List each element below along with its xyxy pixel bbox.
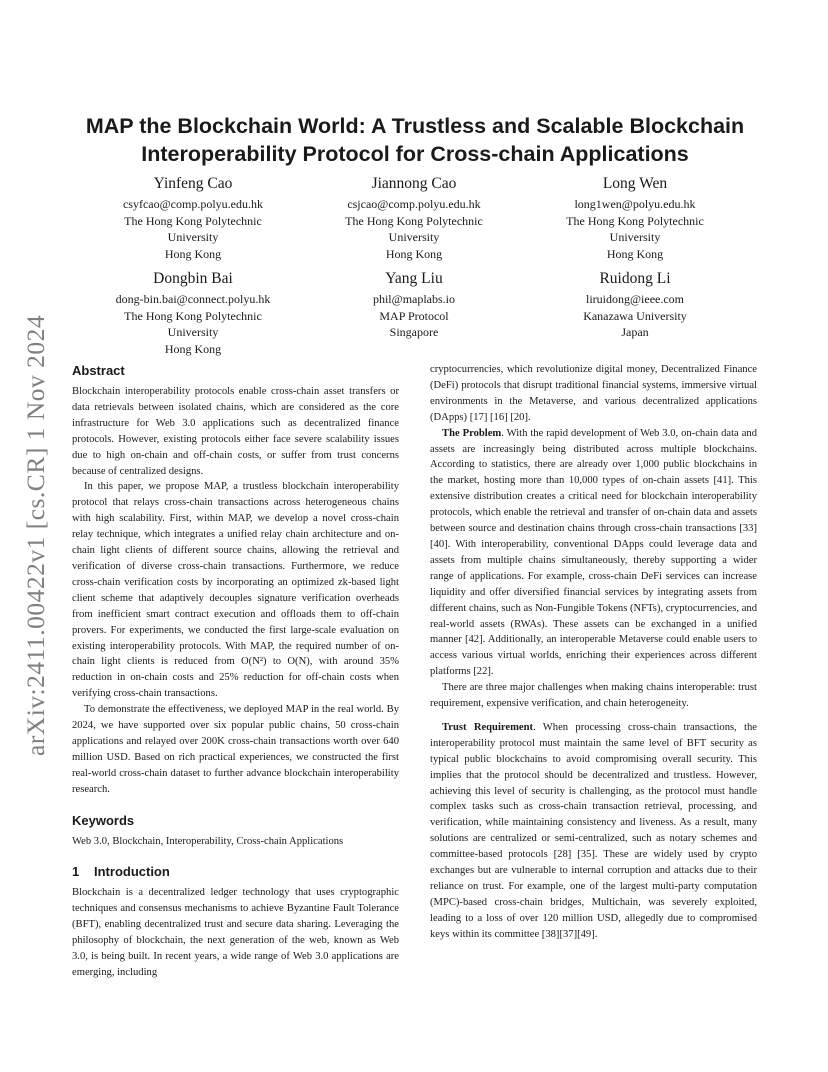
- author-email: csyfcao@comp.polyu.edu.hk: [122, 197, 263, 211]
- author-name: Dongbin Bai: [153, 270, 233, 287]
- keywords-text: Web 3.0, Blockchain, Interoperability, Cross-chain Applications: [72, 835, 344, 847]
- author-affiliation: The Hong Kong Polytechnic: [566, 213, 704, 228]
- paragraph-text: . With the rapid development of Web 3.0, on-chain data and assets are increasingly being distributed across multiple blockchains. According to statistics, there are already over 1,000 public blockchains in the market, hosting more than 10,000 types of on-chain assets [41]. This extensive distribution creates a critical need for blockchain interoperability protocols, which enable the retrieval and transfer of on-chain data and assets between source and destination chains through cross-chain transactions [33] [40]. With interoperability, conventional DApps could leverage data and assets from multiple chains simultaneously, thereby supporting a wider range of applications. For example, cross-chain DeFi services can increase liquidity and offer diversified financial services by integrating assets from different chains, such as Non-Fungible Tokens (NFTs), cryptocurrencies, and real-world assets (RWAs). These assets can be exchanged in a unified manner [42]. Additionally, an interoperable Metaverse could enable users to access various virtual worlds, enriching their experiences across different platforms [22].: [430, 427, 757, 678]
- author-affiliation: Japan: [621, 325, 649, 339]
- intro-paragraph: Blockchain is a decentralized ledger technology that uses cryptographic techniques and consensus mechanisms to achieve Byzantine Fault Tolerance (BFT), enabling decentralized trust and secure data sharing. Leveraging the philosophy of blockchain, the next generation of the web, known as Web 3.0, is being built. In recent years, a wide range of Web 3.0 applications are emerging, including: [72, 887, 399, 978]
- problem-paragraph: [430, 426, 757, 681]
- author-email: phil@maplabs.io: [372, 292, 456, 306]
- abstract-paragraph: To demonstrate the effectiveness, we deployed MAP in the real world. By 2024, we have supported over six popular public chains, 50 cross-chain applications and relayed over 200K cross-chain transactions worth over 640 million USD. Based on rich practical experiences, we constructed the first real-world cross-chain dataset to further advance blockchain interoperability research.: [72, 704, 399, 795]
- author-block: [78, 269, 308, 357]
- arxiv-identifier: arXiv:2411.00422v1 [cs.CR] 1 Nov 2024: [21, 314, 50, 756]
- author-affiliation: Singapore: [389, 325, 439, 339]
- author-affiliation: The Hong Kong Polytechnic: [124, 213, 262, 228]
- paragraph-text: . When processing cross-chain transactions, the interoperability protocol must maintain the same level of BFT security as typical public blockchains to avoid compromising overall security. This implies that the protocol should be decentralized and trustless. However, achieving this level of security is challenging, as the protocol must handle complex tasks such as cross-chain transaction retrieval, processing, and verification, while maintaining consistency and liveness. As a result, many solutions are centralized or semi-centralized, such as notary schemes and committee-based protocols [28] [35]. These are widely used by crypto exchanges but are vulnerable to internal corruption and attacks due to their reliance on trust. For example, one of the largest multi-party computation (MPC)-based cross-chain bridges, Multichain, was severely exploited, leading to a loss of over 120 million USD, allegedly due to compromised keys within its committee [38][37][49].: [430, 721, 757, 940]
- author-affiliation: University: [609, 230, 661, 244]
- trust-paragraph: [430, 720, 757, 943]
- author-affiliation: University: [167, 325, 219, 339]
- run-in-heading: The Problem: [442, 427, 502, 439]
- author-affiliation: Hong Kong: [164, 341, 222, 356]
- author-affiliation: University: [388, 230, 440, 244]
- title-line-1: MAP the Blockchain World: A Trustless and Scalable Blockchain: [85, 114, 745, 138]
- title-line-2: Interoperability Protocol for Cross-chain Applications: [141, 142, 689, 166]
- abstract-paragraph: In this paper, we propose MAP, a trustless blockchain interoperability protocol that relays cross-chain transactions across heterogeneous chains with high scalability. First, within MAP, we develop a novel cross-chain relay technique, which integrates a unified relay chain architecture and on-chain light clients of different source chains, allowing the retrieval and verification of diverse cross-chain transactions. Furthermore, we reduce cross-chain verification costs by incorporating an optimized zk-based light client scheme that adaptively decouples signature verification overheads from inefficient smart contract execution and offloads them to off-chain provers. For experiments, we conducted the first large-scale evaluation on existing interoperability protocols. With MAP, the required number of on-chain light clients is reduced from O(N²) to O(N), with around 35% reduction in on-chain costs and 25% reduction for off-chain costs when verifying cross-chain transactions.: [72, 481, 399, 700]
- body-paragraph: cryptocurrencies, which revolutionize digital money, Decentralized Finance (DeFi) protocols that disrupt traditional financial systems, immersive virtual environments in the Metaverse, and various decentralized applications (DApps) [17] [16] [20].: [430, 364, 757, 423]
- run-in-heading: Trust Requirement: [442, 721, 534, 733]
- author-email: dong-bin.bai@connect.polyu.hk: [115, 292, 271, 306]
- author-affiliation: Hong Kong: [164, 246, 222, 261]
- author-block: [299, 269, 529, 341]
- author-name: Yinfeng Cao: [153, 175, 233, 192]
- author-name: Yang Liu: [385, 270, 443, 287]
- challenges-paragraph: There are three major challenges when making chains interoperable: trust requirement, expensive verification, and chain heterogeneity.: [430, 682, 757, 710]
- paper-title: [70, 112, 760, 168]
- author-affiliation: Hong Kong: [606, 246, 664, 261]
- author-name: Ruidong Li: [599, 270, 671, 287]
- author-affiliation: Kanazawa University: [583, 308, 687, 323]
- author-email: long1wen@polyu.edu.hk: [574, 197, 696, 211]
- author-block: [78, 174, 308, 262]
- intro-heading: [72, 863, 399, 881]
- author-block: [520, 174, 750, 262]
- author-email: liruidong@ieee.com: [585, 292, 685, 306]
- keywords-heading: Keywords: [72, 812, 135, 828]
- author-block: [299, 174, 529, 262]
- author-affiliation: The Hong Kong Polytechnic: [345, 213, 483, 228]
- author-block: [520, 269, 750, 341]
- author-affiliation: University: [167, 230, 219, 244]
- author-affiliation: MAP Protocol: [379, 308, 449, 323]
- abstract-heading: Abstract: [72, 363, 125, 378]
- section-title: Introduction: [94, 864, 170, 880]
- author-affiliation: Hong Kong: [385, 246, 443, 261]
- abstract-paragraph: Blockchain interoperability protocols enable cross-chain asset transfers or data retrievals between isolated chains, which are considered as the core infrastructure for Web 3.0 applications such as decentralized finance protocols. However, existing protocols either face severe scalability issues due to high on-chain and off-chain costs, or suffer from trust concerns because of centralized designs.: [72, 386, 399, 477]
- left-column: [72, 362, 399, 981]
- author-affiliation: The Hong Kong Polytechnic: [124, 308, 262, 323]
- section-number: 1: [72, 864, 80, 880]
- right-column: [430, 362, 757, 943]
- author-name: Long Wen: [602, 175, 668, 192]
- author-email: csjcao@comp.polyu.edu.hk: [347, 197, 481, 211]
- author-name: Jiannong Cao: [371, 175, 457, 192]
